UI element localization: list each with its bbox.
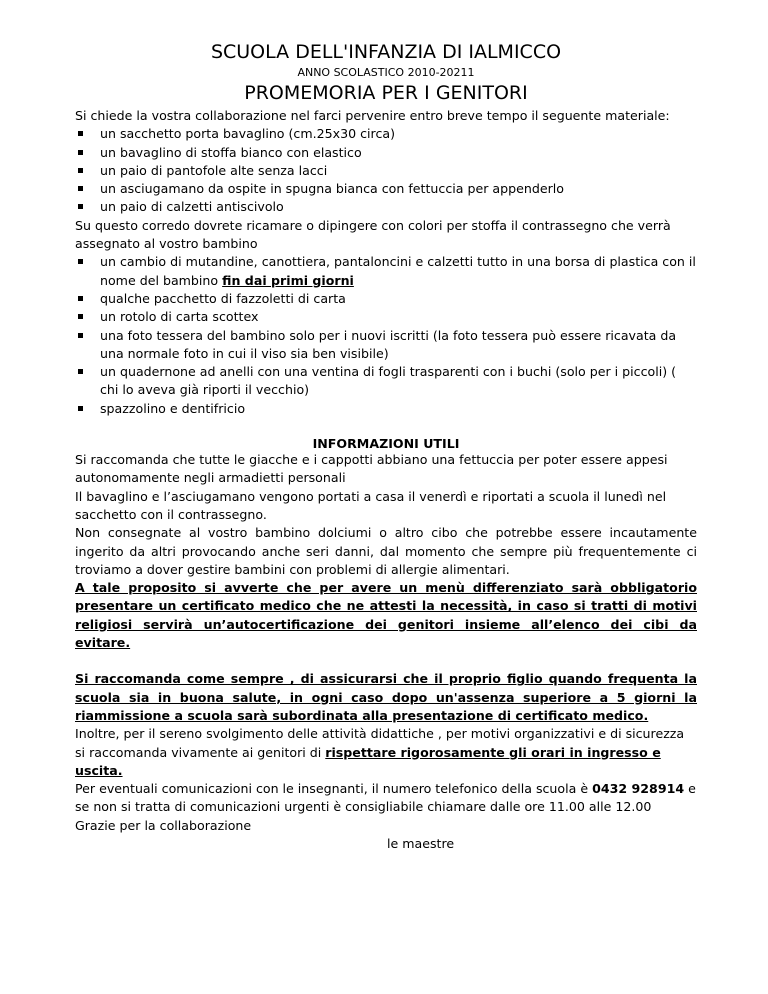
info-paragraph: Si raccomanda che tutte le giacche e i cappotti abbiano una fettuccia per poter essere appesi autonomamente negli armadietti personali <box>75 452 668 486</box>
spacer <box>75 652 697 670</box>
phone-number: 0432 928914 <box>592 781 685 797</box>
list-item: un paio di pantofole alte senza lacci <box>75 162 697 180</box>
list-item: un paio di calzetti antiscivolo <box>75 198 697 216</box>
info-paragraph: Non consegnate al vostro bambino dolciumi o altro cibo che potrebbe essere incautamente ingerito da altri provocando anche seri danni, dal momento che sempre più frequentemente ci troviamo a dover gestire bambini con problemi di allergie alimentari. <box>75 525 697 577</box>
materials-list <box>75 125 697 216</box>
list-item: un quadernone ad anelli con una ventina di fogli trasparenti con i buchi (solo per i piccoli) ( chi lo aveva già riporti il vecchio) <box>75 363 697 400</box>
list-item: un bavaglino di stoffa bianco con elastico <box>75 144 697 162</box>
list-item: spazzolino e dentifricio <box>75 400 697 418</box>
school-year: ANNO SCOLASTICO 2010-20211 <box>297 66 475 79</box>
list-item: un asciugamano da ospite in spugna bianca con fettuccia per appenderlo <box>75 180 697 198</box>
list-item: un rotolo di carta scottex <box>75 308 697 326</box>
health-notice: Si raccomanda come sempre , di assicurarsi che il proprio figlio quando frequenta la scuola sia in buona salute, in ogni caso dopo un'assenza superiore a 5 giorni la riammissione a scuola sarà subordinata alla presentazione di certificato medico. <box>75 671 697 723</box>
document-page <box>75 40 697 853</box>
list-item: qualche pacchetto di fazzoletti di carta <box>75 290 697 308</box>
school-name: SCUOLA DELL'INFANZIA DI IALMICCO <box>210 41 562 63</box>
info-paragraph: Il bavaglino e l’asciugamano vengono portati a casa il venerdì e riportati a scuola il lunedì nel sacchetto con il contrassegno. <box>75 488 667 522</box>
info-text: e se non si tratta di comunicazioni urgenti è consigliabile chiamare dalle ore 11.00 alle 12.00 <box>75 781 696 815</box>
list-item-text: un cambio di mutandine, canottiera, pantaloncini e calzetti tutto in una borsa di plastica con il nome del bambino <box>100 254 696 288</box>
embroider-note: Su questo corredo dovrete ricamare o dipingere con colori per stoffa il contrassegno che verrà assegnato al vostro bambino <box>75 217 671 252</box>
schedule-emphasis: rispettare rigorosamente gli orari in ingresso e uscita. <box>75 744 661 778</box>
info-paragraph <box>75 725 697 780</box>
extra-items-list <box>75 253 697 418</box>
list-item: un sacchetto porta bavaglino (cm.25x30 circa) <box>75 125 697 143</box>
info-heading: INFORMAZIONI UTILI <box>312 436 460 452</box>
document-title: PROMEMORIA PER I GENITORI <box>244 82 528 104</box>
emphasis-first-days: fin dai primi giorni <box>222 272 354 288</box>
list-item <box>75 253 697 290</box>
signature: le maestre <box>387 835 455 851</box>
intro-paragraph: Si chiede la vostra collaborazione nel farci pervenire entro breve tempo il seguente materiale: <box>75 108 670 123</box>
list-item: una foto tessera del bambino solo per i nuovi iscritti (la foto tessera può essere ricavata da una normale foto in cui il viso sia ben visibile) <box>75 327 697 364</box>
menu-notice: A tale proposito si avverte che per avere un menù differenziato sarà obbligatorio presentare un certificato medico che ne attesti la necessità, in caso si tratti di motivi religiosi servirà un’autocertificazione dei genitori insieme all’elenco dei cibi da evitare. <box>75 580 697 651</box>
contact-paragraph <box>75 780 697 817</box>
info-text: Inoltre, per il sereno svolgimento delle attività didattiche , per motivi organizzativi e di sicurezza si raccomanda vivamente ai genitori di <box>75 726 685 760</box>
thanks-line: Grazie per la collaborazione <box>75 817 252 833</box>
info-text: Per eventuali comunicazioni con le insegnanti, il numero telefonico della scuola è <box>75 781 593 797</box>
